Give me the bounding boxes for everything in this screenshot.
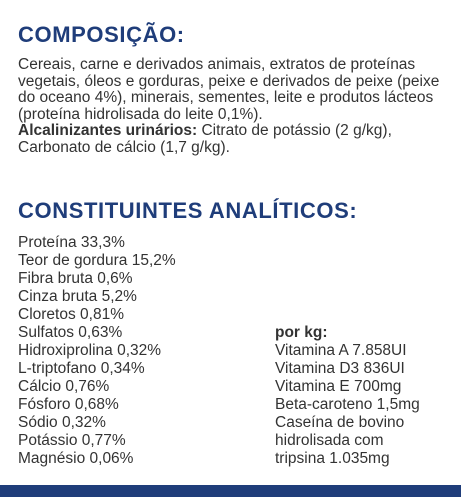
per-kg-item: Caseína de bovino bbox=[275, 414, 405, 431]
analytical-item: Cálcio 0,76% bbox=[18, 378, 110, 395]
per-kg-list bbox=[275, 324, 455, 468]
analytical-heading: CONSTITUINTES ANALÍTICOS: bbox=[18, 198, 358, 223]
analytical-item: Magnésio 0,06% bbox=[18, 450, 134, 467]
analytical-item: Sódio 0,32% bbox=[18, 414, 106, 431]
analytical-item: Hidroxiprolina 0,32% bbox=[18, 342, 162, 359]
analytical-item: Potássio 0,77% bbox=[18, 432, 126, 449]
analytical-item: Teor de gordura 15,2% bbox=[18, 252, 176, 269]
analytical-item: L-triptofano 0,34% bbox=[18, 360, 145, 377]
analytical-item: Cloretos 0,81% bbox=[18, 306, 124, 323]
alkaline-label: Alcalinizantes urinários: bbox=[18, 122, 198, 140]
analytical-list bbox=[18, 234, 263, 468]
per-kg-item: Vitamina E 700mg bbox=[275, 378, 402, 395]
composition-heading: COMPOSIÇÃO: bbox=[18, 22, 185, 47]
bottom-bar bbox=[0, 485, 461, 497]
analytical-item: Sulfatos 0,63% bbox=[18, 324, 123, 341]
composition-text bbox=[18, 57, 448, 157]
composition-body: Cereais, carne e derivados animais, extratos de proteínas vegetais, óleos e gorduras, peixe e derivados de peixe (peixe do oceano 4%), minerais, sementes, leite e produtos lácteos (proteína hidrolisada do leite 0,1%). bbox=[18, 56, 440, 123]
analytical-item: Cinza bruta 5,2% bbox=[18, 288, 137, 305]
per-kg-item: Vitamina A 7.858UI bbox=[275, 342, 407, 359]
analytical-item: Proteína 33,3% bbox=[18, 234, 125, 251]
per-kg-item: tripsina 1.035mg bbox=[275, 450, 390, 467]
analytical-item: Fibra bruta 0,6% bbox=[18, 270, 133, 287]
per-kg-item: hidrolisada com bbox=[275, 432, 384, 449]
alkaline-text: Citrato de potássio (2 g/kg), Carbonato de cálcio (1,7 g/kg). bbox=[18, 122, 392, 156]
per-kg-item: Beta-caroteno 1,5mg bbox=[275, 396, 420, 413]
per-kg-label: por kg: bbox=[275, 324, 328, 341]
analytical-item: Fósforo 0,68% bbox=[18, 396, 119, 413]
per-kg-item: Vitamina D3 836UI bbox=[275, 360, 405, 377]
